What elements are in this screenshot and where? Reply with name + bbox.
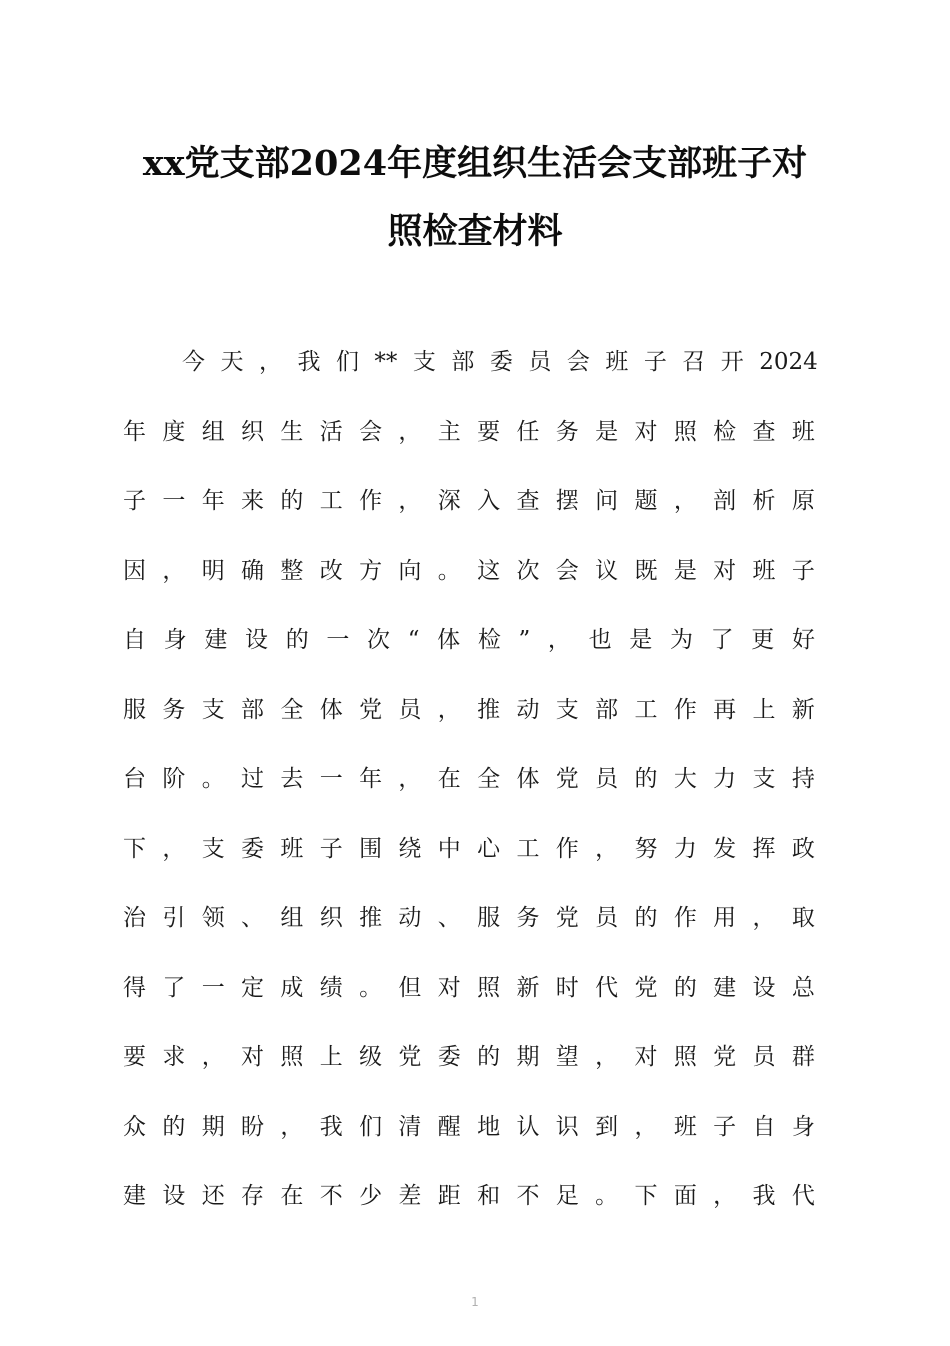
body-char: 要 (123, 1044, 146, 1070)
body-line (123, 761, 815, 797)
body-char: 工 (634, 697, 658, 723)
body-char: 查 (752, 419, 776, 445)
body-char: 、 (437, 905, 461, 931)
body-char: 定 (241, 975, 265, 1001)
body-char: 析 (752, 488, 776, 514)
body-line (182, 344, 818, 380)
body-char: 的 (634, 766, 658, 792)
body-char: 活 (319, 419, 343, 445)
body-char: 。 (359, 975, 383, 1001)
body-char: 得 (123, 975, 146, 1001)
body-char: ， (634, 1114, 658, 1140)
body-char: 支 (412, 349, 436, 375)
body-char: 但 (398, 975, 422, 1001)
body-char: 我 (297, 349, 321, 375)
body-char: 的 (280, 488, 304, 514)
body-line (123, 692, 815, 728)
body-char: 班 (605, 349, 629, 375)
body-char: 子 (319, 836, 343, 862)
body-char: 了 (162, 975, 186, 1001)
body-char: 治 (123, 905, 146, 931)
body-char: 对 (634, 419, 658, 445)
body-char: 委 (241, 836, 265, 862)
body-char: 召 (682, 349, 706, 375)
body-char: 建 (204, 627, 228, 653)
body-char: 设 (162, 1183, 186, 1209)
body-line (123, 900, 815, 936)
body-char: 建 (713, 975, 737, 1001)
body-char: 剖 (713, 488, 737, 514)
body-char: 不 (319, 1183, 343, 1209)
body-char: 认 (516, 1114, 540, 1140)
body-char: 党 (398, 1044, 422, 1070)
body-char: 们 (359, 1114, 383, 1140)
body-char: 生 (280, 419, 304, 445)
body-char: 绕 (398, 836, 422, 862)
body-char: 今 (182, 349, 205, 375)
body-char: 少 (359, 1183, 383, 1209)
body-char: 距 (437, 1183, 461, 1209)
body-char: 查 (516, 488, 540, 514)
body-char: 次 (516, 558, 540, 584)
body-char: 级 (359, 1044, 383, 1070)
body-char: 心 (477, 836, 501, 862)
body-char: 一 (201, 975, 225, 1001)
body-char: 班 (280, 836, 304, 862)
body-char: 支 (555, 697, 579, 723)
body-char: 摆 (555, 488, 579, 514)
body-char: 织 (241, 419, 265, 445)
body-char: 了 (710, 627, 734, 653)
body-char: 组 (201, 419, 225, 445)
body-char: ， (673, 488, 697, 514)
body-char: 服 (123, 697, 146, 723)
body-char: 工 (319, 488, 343, 514)
body-char: 用 (713, 905, 737, 931)
body-char: 努 (634, 836, 658, 862)
body-char: 子 (791, 558, 815, 584)
body-char: 支 (201, 697, 225, 723)
body-char: 要 (477, 419, 501, 445)
body-char: 动 (398, 905, 422, 931)
body-char: 和 (477, 1183, 501, 1209)
body-char: 。 (201, 766, 225, 792)
body-char: ， (398, 488, 422, 514)
body-char: 议 (595, 558, 619, 584)
body-char: 党 (634, 975, 658, 1001)
body-char: 足 (555, 1183, 579, 1209)
body-char: 下 (634, 1183, 658, 1209)
body-char: 年 (201, 488, 225, 514)
body-char: 再 (713, 697, 737, 723)
body-char: 下 (123, 836, 146, 862)
body-char: 照 (280, 1044, 304, 1070)
body-char: 务 (516, 905, 540, 931)
body-char: 工 (516, 836, 540, 862)
body-char: 全 (280, 697, 304, 723)
body-char: 支 (752, 766, 776, 792)
body-char: 子 (643, 349, 667, 375)
body-char: 主 (437, 419, 461, 445)
body-char: 改 (319, 558, 343, 584)
body-char: ， (398, 766, 422, 792)
body-char: 照 (477, 975, 501, 1001)
body-char: 子 (713, 1114, 737, 1140)
body-char: 方 (359, 558, 383, 584)
body-char: 期 (516, 1044, 540, 1070)
body-char: 在 (437, 766, 461, 792)
body-char: 员 (398, 697, 422, 723)
body-char: 为 (669, 627, 693, 653)
body-char: 部 (241, 697, 265, 723)
body-char: ， (162, 836, 186, 862)
body-char: 天 (220, 349, 244, 375)
body-char: 。 (595, 1183, 619, 1209)
body-char: 因 (123, 558, 146, 584)
body-char: 入 (477, 488, 501, 514)
body-char: 织 (319, 905, 343, 931)
body-char: 原 (791, 488, 815, 514)
body-char: 推 (477, 697, 501, 723)
body-char: 部 (451, 349, 475, 375)
body-char: 员 (752, 1044, 776, 1070)
body-char: “ (407, 627, 420, 653)
body-char: 设 (752, 975, 776, 1001)
body-char: 我 (752, 1183, 776, 1209)
body-char: 对 (437, 975, 461, 1001)
body-char: 、 (241, 905, 265, 931)
body-char: 整 (280, 558, 304, 584)
body-char: 不 (516, 1183, 540, 1209)
body-char: 年 (359, 766, 383, 792)
body-char: 取 (791, 905, 815, 931)
body-char: 望 (555, 1044, 579, 1070)
body-char: 也 (588, 627, 612, 653)
body-char: 存 (241, 1183, 265, 1209)
body-char: 委 (437, 1044, 461, 1070)
page-number: 1 (471, 1295, 479, 1309)
body-char: 会 (566, 349, 590, 375)
body-char: 清 (398, 1114, 422, 1140)
body-char: 。 (437, 558, 461, 584)
body-char: 体 (319, 697, 343, 723)
body-char: ， (162, 558, 186, 584)
body-char: 识 (555, 1114, 579, 1140)
body-char: 还 (201, 1183, 225, 1209)
body-char: 持 (791, 766, 815, 792)
body-char: 党 (555, 766, 579, 792)
body-char: 服 (477, 905, 501, 931)
body-char: 会 (359, 419, 383, 445)
body-char: 班 (791, 419, 815, 445)
body-char: 一 (162, 488, 186, 514)
body-char: 推 (359, 905, 383, 931)
body-char: 建 (123, 1183, 146, 1209)
body-char: 检 (713, 419, 737, 445)
body-char: 更 (751, 627, 775, 653)
body-char: 会 (555, 558, 579, 584)
body-char: 题 (634, 488, 658, 514)
body-char: 向 (398, 558, 422, 584)
body-char: 明 (201, 558, 225, 584)
body-char: 的 (477, 1044, 501, 1070)
body-char: 过 (241, 766, 265, 792)
body-char: ， (713, 1183, 737, 1209)
body-char: 面 (673, 1183, 697, 1209)
body-char: 围 (359, 836, 383, 862)
body-char: 去 (280, 766, 304, 792)
body-char: 差 (398, 1183, 422, 1209)
body-char: 对 (241, 1044, 265, 1070)
body-char: 代 (595, 975, 619, 1001)
body-char: 既 (634, 558, 658, 584)
body-char: 这 (477, 558, 501, 584)
body-char: ， (595, 1044, 619, 1070)
body-char: 领 (201, 905, 225, 931)
body-char: 来 (241, 488, 265, 514)
body-line (123, 553, 815, 589)
body-char: 子 (123, 488, 146, 514)
body-char: 力 (713, 766, 737, 792)
body-char: 党 (555, 905, 579, 931)
body-char: 代 (791, 1183, 815, 1209)
body-char: 动 (516, 697, 540, 723)
body-char: 身 (791, 1114, 815, 1140)
body-line (123, 414, 815, 450)
body-char: 在 (280, 1183, 304, 1209)
body-char: 的 (285, 627, 309, 653)
body-char: 期 (201, 1114, 225, 1140)
body-char: 班 (673, 1114, 697, 1140)
body-char: 绩 (319, 975, 343, 1001)
body-char: 体 (437, 627, 461, 653)
body-char: 员 (528, 349, 552, 375)
body-line (123, 831, 815, 867)
body-char: 务 (555, 419, 579, 445)
body-char: 作 (359, 488, 383, 514)
body-char: 醒 (437, 1114, 461, 1140)
body-char: 上 (752, 697, 776, 723)
body-line (123, 1178, 815, 1214)
body-char: 台 (123, 766, 146, 792)
body-char: 身 (163, 627, 187, 653)
body-char: 一 (326, 627, 350, 653)
body-char: 的 (162, 1114, 186, 1140)
body-char: 对 (634, 1044, 658, 1070)
body-line (123, 483, 815, 519)
body-char: ， (280, 1114, 304, 1140)
body-char: 们 (335, 349, 359, 375)
body-char: 一 (319, 766, 343, 792)
body-char: 的 (634, 905, 658, 931)
body-char: 地 (477, 1114, 501, 1140)
body-char: 确 (241, 558, 265, 584)
body-char: 自 (123, 627, 146, 653)
body-char: 群 (791, 1044, 815, 1070)
body-char: 上 (319, 1044, 343, 1070)
body-char: 力 (673, 836, 697, 862)
body-char: 2024 (759, 349, 818, 375)
body-char: ， (595, 836, 619, 862)
body-char: 深 (437, 488, 461, 514)
body-char: 到 (595, 1114, 619, 1140)
body-char: 是 (629, 627, 653, 653)
body-char: 新 (516, 975, 540, 1001)
body-char: 的 (673, 975, 697, 1001)
body-char: 党 (359, 697, 383, 723)
body-char: 照 (673, 419, 697, 445)
body-char: 组 (280, 905, 304, 931)
body-char: 务 (162, 697, 186, 723)
body-line (123, 1109, 815, 1145)
body-char: ** (374, 349, 398, 375)
body-char: 设 (245, 627, 269, 653)
body-char: 众 (123, 1114, 146, 1140)
body-char: 成 (280, 975, 304, 1001)
document-title-line-2: 照检查材料 (387, 211, 563, 252)
body-line (123, 1039, 815, 1075)
body-char: ， (752, 905, 776, 931)
body-char: 中 (437, 836, 461, 862)
body-char: 委 (489, 349, 513, 375)
body-char: ， (258, 349, 282, 375)
body-char: 照 (673, 1044, 697, 1070)
body-char: 时 (555, 975, 579, 1001)
body-char: 作 (673, 697, 697, 723)
body-char: 年 (123, 419, 146, 445)
body-char: 问 (595, 488, 619, 514)
body-char: 总 (791, 975, 815, 1001)
body-char: 政 (791, 836, 815, 862)
body-char: 次 (367, 627, 391, 653)
body-char: 是 (673, 558, 697, 584)
body-line (123, 622, 815, 658)
body-char: 阶 (162, 766, 186, 792)
body-char: 对 (713, 558, 737, 584)
body-char: 自 (752, 1114, 776, 1140)
body-char: 大 (673, 766, 697, 792)
body-char: 班 (752, 558, 776, 584)
body-char: 员 (595, 905, 619, 931)
body-char: 部 (595, 697, 619, 723)
body-char: 体 (516, 766, 540, 792)
body-char: 挥 (752, 836, 776, 862)
body-char: ， (547, 627, 571, 653)
body-char: 求 (162, 1044, 186, 1070)
body-char: 全 (477, 766, 501, 792)
body-char: ， (398, 419, 422, 445)
body-char: 引 (162, 905, 186, 931)
body-char: ， (437, 697, 461, 723)
body-char: 是 (595, 419, 619, 445)
body-char: 好 (791, 627, 815, 653)
body-char: 作 (673, 905, 697, 931)
body-char: 发 (713, 836, 737, 862)
body-char: 支 (201, 836, 225, 862)
body-char: 盼 (241, 1114, 265, 1140)
body-char: 作 (555, 836, 579, 862)
body-char: 新 (791, 697, 815, 723)
body-char: 员 (595, 766, 619, 792)
body-char: 开 (720, 349, 744, 375)
body-char: 度 (162, 419, 186, 445)
document-title-line-1: xx党支部2024年度组织生活会支部班子对 (142, 143, 808, 184)
body-char: 我 (319, 1114, 343, 1140)
body-char: 党 (713, 1044, 737, 1070)
body-char: ， (201, 1044, 225, 1070)
body-char: 检 (477, 627, 501, 653)
body-line (123, 970, 815, 1006)
body-char: ” (518, 627, 531, 653)
body-char: 任 (516, 419, 540, 445)
